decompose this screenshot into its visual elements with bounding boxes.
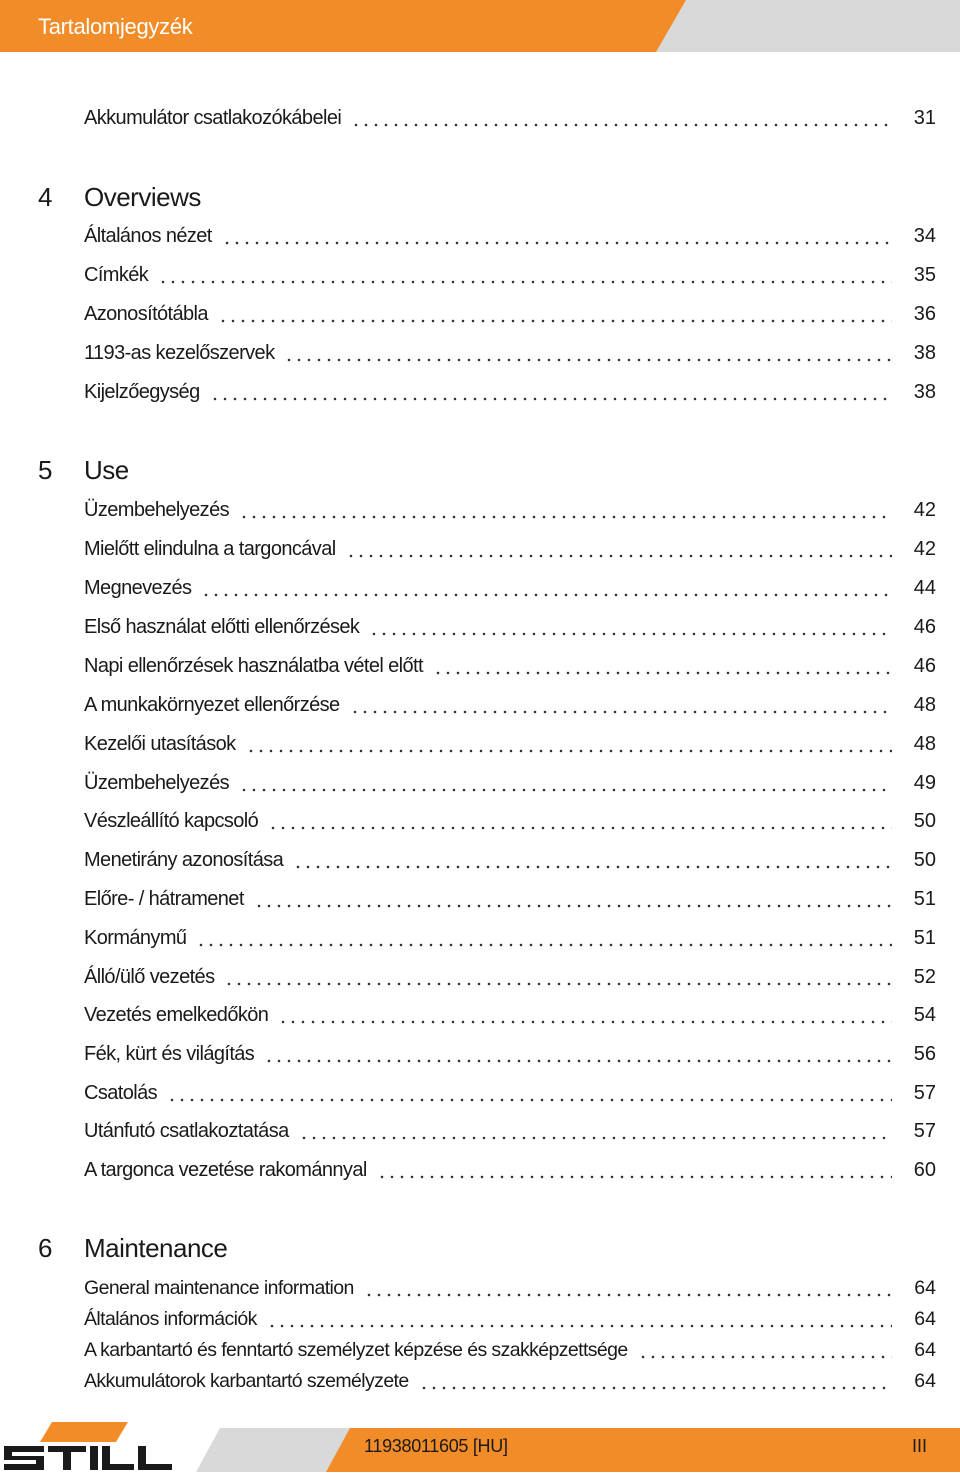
toc-entry-text: Napi ellenőrzések használatba vétel előtt [84, 655, 423, 677]
toc-leader-dots [419, 1386, 892, 1390]
toc-leader-dots [158, 280, 892, 284]
toc-entry-page: 48 [913, 694, 936, 716]
toc-entry[interactable] [84, 1043, 936, 1069]
toc-entry[interactable] [84, 1004, 936, 1030]
toc-leader-dots [377, 1175, 892, 1179]
chapter-title: Use [84, 455, 129, 485]
page-title: Tartalomjegyzék [38, 14, 193, 39]
chapter-number: 5 [38, 455, 52, 485]
toc-entry-page: 64 [914, 1370, 936, 1392]
toc-entry[interactable] [84, 1159, 936, 1185]
toc-entry[interactable] [84, 538, 936, 564]
toc-entry[interactable] [84, 264, 936, 290]
toc-entry-page: 50 [913, 849, 936, 871]
toc-entry[interactable] [84, 655, 936, 681]
toc-entry-text: Akkumulátorok karbantartó személyzete [84, 1370, 409, 1392]
toc-entry-page: 38 [913, 342, 936, 364]
toc-entry-text: Vészleállító kapcsoló [84, 810, 259, 832]
toc-entry-page: 36 [913, 303, 936, 325]
toc-leader-dots [278, 1020, 892, 1024]
toc-entry-text: A targonca vezetése rakománnyal [84, 1159, 367, 1181]
toc-entry[interactable] [84, 1308, 936, 1334]
toc-leader-dots [167, 1098, 892, 1102]
toc-entry-text: Kezelői utasítások [84, 733, 236, 755]
toc-entry-text: Kormánymű [84, 927, 187, 949]
chapter-number: 4 [38, 182, 52, 212]
toc-leader-dots [268, 826, 892, 830]
toc-entry-page: 44 [913, 577, 936, 599]
toc-entry[interactable] [84, 1339, 936, 1365]
toc-entry-page: 46 [913, 655, 936, 677]
toc-entry-page: 35 [913, 264, 936, 286]
toc-leader-dots [299, 1136, 892, 1140]
toc-entry-page: 46 [913, 616, 936, 638]
toc-entry-page: 64 [914, 1308, 936, 1330]
toc-leader-dots [369, 632, 892, 636]
toc-entry[interactable] [84, 733, 936, 759]
toc-entry-page: 52 [913, 966, 936, 988]
toc-entry-text: Akkumulátor csatlakozókábelei [84, 107, 342, 129]
header-band [0, 0, 960, 52]
toc-entry-text: Mielőtt elindulna a targoncával [84, 538, 336, 560]
toc-entry-text: Kijelzőegység [84, 381, 200, 403]
toc-entry-text: Álló/ülő vezetés [84, 966, 215, 988]
toc-entry-text: Utánfutó csatlakoztatása [84, 1120, 289, 1142]
toc-entry-text: Üzembehelyezés [84, 499, 230, 521]
toc-entry-text: A munkakörnyezet ellenőrzése [84, 694, 340, 716]
toc-entry-page: 31 [913, 107, 936, 129]
toc-entry[interactable] [84, 616, 936, 642]
toc-leader-dots [210, 397, 892, 401]
toc-entry-page: 57 [913, 1120, 936, 1142]
toc-entry-page: 50 [913, 810, 936, 832]
toc-leader-dots [433, 671, 892, 675]
toc-entry[interactable] [84, 810, 936, 836]
toc-entry-text: Menetirány azonosítása [84, 849, 284, 871]
toc-entry[interactable] [84, 849, 936, 875]
toc-entry-text: Általános nézet [84, 225, 212, 247]
toc-entry-text: Első használat előtti ellenőrzések [84, 616, 360, 638]
toc-entry-page: 60 [913, 1159, 936, 1181]
toc-entry-text: Megnevezés [84, 577, 192, 599]
toc-entry[interactable] [84, 1082, 936, 1108]
toc-entry-page: 42 [913, 499, 936, 521]
toc-leader-dots [364, 1293, 892, 1297]
toc-leader-dots [246, 749, 892, 753]
toc-leader-dots [638, 1355, 892, 1359]
toc-entry[interactable] [84, 107, 936, 133]
toc-leader-dots [239, 788, 892, 792]
toc-leader-dots [254, 904, 892, 908]
document-code: 11938011605 [HU] [364, 1436, 508, 1456]
toc-entry-text: Fék, kürt és világítás [84, 1043, 255, 1065]
toc-entry-text: General maintenance information [84, 1277, 354, 1299]
chapter-title: Maintenance [84, 1233, 228, 1263]
toc-entry[interactable] [84, 966, 936, 992]
toc-entry[interactable] [84, 499, 936, 525]
toc-entry-page: 42 [913, 538, 936, 560]
toc-entry-page: 51 [913, 888, 936, 910]
toc-entry[interactable] [84, 577, 936, 603]
toc-entry-text: A karbantartó és fenntartó személyzet képzése és szakképzettsége [84, 1339, 628, 1361]
still-logo-icon [0, 1420, 190, 1480]
toc-leader-dots [224, 982, 892, 986]
toc-leader-dots [222, 241, 892, 245]
toc-entry[interactable] [84, 1120, 936, 1146]
toc-entry[interactable] [84, 772, 936, 798]
toc-entry-page: 54 [913, 1004, 936, 1026]
toc-entry-text: Címkék [84, 264, 149, 286]
toc-entry[interactable] [84, 225, 936, 251]
toc-entry-page: 56 [913, 1043, 936, 1065]
toc-leader-dots [196, 943, 892, 947]
toc-entry-page: 64 [914, 1339, 936, 1361]
toc-leader-dots [346, 554, 892, 558]
toc-entry-page: 49 [913, 772, 936, 794]
toc-entry-page: 48 [913, 733, 936, 755]
toc-leader-dots [293, 865, 892, 869]
toc-entry-page: 57 [913, 1082, 936, 1104]
toc-leader-dots [201, 593, 892, 597]
toc-leader-dots [351, 123, 892, 127]
toc-entry-text: Előre- / hátramenet [84, 888, 244, 910]
toc-entry-text: 1193-as kezelőszervek [84, 342, 275, 364]
page-number: III [912, 1436, 928, 1456]
toc-entry-page: 34 [913, 225, 936, 247]
toc-entry[interactable] [84, 381, 936, 407]
toc-entry[interactable] [84, 303, 936, 329]
toc-entry[interactable] [84, 694, 936, 720]
chapter-title: Overviews [84, 182, 201, 212]
toc-entry[interactable] [84, 1277, 936, 1303]
toc-entry[interactable] [84, 927, 936, 953]
chapter-number: 6 [38, 1233, 52, 1263]
toc-leader-dots [239, 515, 892, 519]
toc-leader-dots [267, 1324, 892, 1328]
toc-entry-text: Azonosítótábla [84, 303, 208, 325]
toc-entry[interactable] [84, 888, 936, 914]
toc-leader-dots [264, 1059, 892, 1063]
toc-leader-dots [284, 358, 892, 362]
toc-entry-text: Általános információk [84, 1308, 257, 1330]
toc-entry-page: 38 [913, 381, 936, 403]
toc-entry-page: 64 [914, 1277, 936, 1299]
toc-entry-text: Csatolás [84, 1082, 158, 1104]
toc-leader-dots [350, 710, 892, 714]
toc-entry[interactable] [84, 342, 936, 368]
toc-entry-text: Vezetés emelkedőkön [84, 1004, 269, 1026]
toc-entry-text: Üzembehelyezés [84, 772, 230, 794]
toc-entry[interactable] [84, 1370, 936, 1396]
toc-leader-dots [218, 319, 892, 323]
toc-entry-page: 51 [913, 927, 936, 949]
